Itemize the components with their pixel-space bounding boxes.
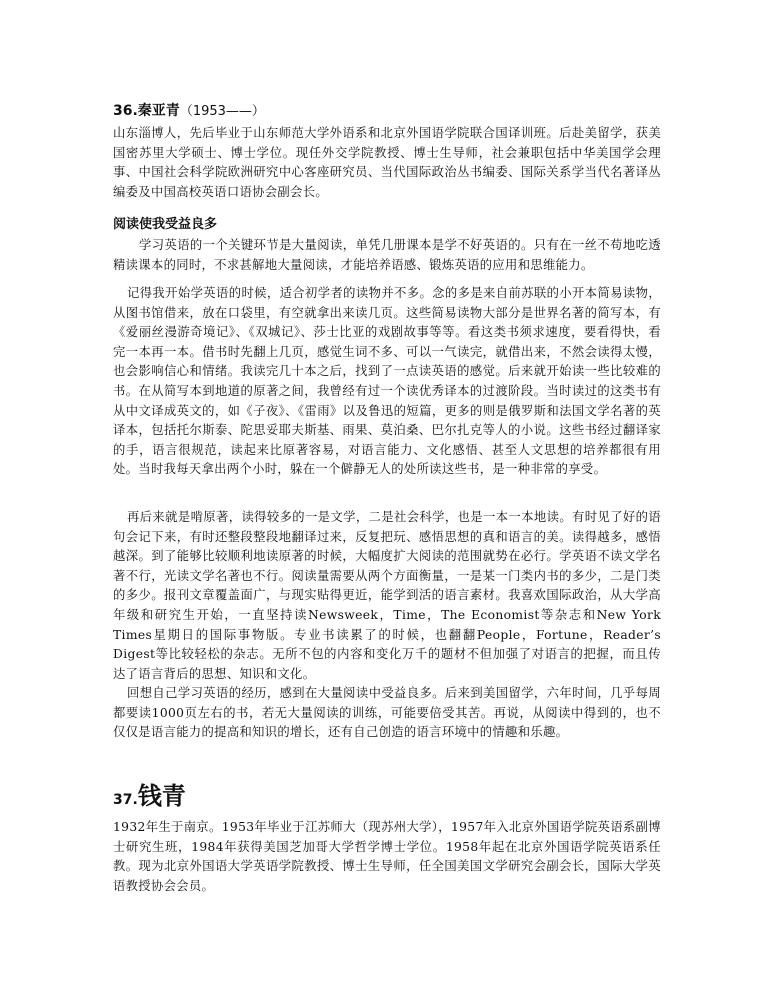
essay-paragraph-2: 记得我开始学英语的时候，适合初学者的读物并不多。念的多是来自前苏联的小开本简易读物，从图书馆借来，放在口袋里，有空就拿出来读几页。这些简易读物大部分是世界名著的简写本，有《爱丽丝漫游奇境记》、《双城记》、莎士比亚的戏剧故事等等。看这类书须求速度，要看得快，看完一本再一本。借书时先翻上几页，感觉生词不多、可以一气读完，就借出来，不然会读得太慢，也会影响信心和情绪。我读完几十本之后，找到了一点读英语的感觉。后来就开始读一些比较难的书。在从简写本到地道的原著之间，我曾经有过一个读优秀译本的过渡阶段。当时读过的这类书有从中文译成英文的，如《子夜》、《雷雨》以及鲁迅的短篇，更多的则是俄罗斯和法国文学名著的英译本，包括托尔斯泰、陀思妥耶夫斯基、雨果、莫泊桑、巴尔扎克等人的小说。这些书经过翻译家的手，语言很规范，读起来比原著容易，对语言能力、文化感悟、甚至人文思想的培养都很有用处。当时我每天拿出两个小时，躲在一个僻静无人的处所读这些书，是一种非常的享受。 — [113, 286, 661, 477]
entry-36-years: （1953——） — [179, 104, 265, 119]
entry-36-bio: 山东淄博人，先后毕业于山东师范大学外语系和北京外国语学院联合国译训班。后赴美留学，获美国密苏里大学硕士、博士学位。现任外交学院教授、博士生导师，社会兼职包括中华美国学会理事、中国社会科学院欧洲研究中心客座研究员、当代国际政治丛书编委、国际关系学当代名著译丛编委及中国高校英语口语协会副会长。 — [113, 126, 661, 199]
essay-paragraph-4: 回想自己学习英语的经历，感到在大量阅读中受益良多。后来到美国留学，六年时间，几乎每周都要读1000页左右的书，若无大量阅读的训练，可能要倍受其苦。再说，从阅读中得到的，也不仅仅是语言能力的提高和知识的增长，还有自己创造的语言环境中的情趣和乐趣。 — [113, 686, 661, 740]
essay-paragraph-1: 学习英语的一个关键环节是大量阅读，单凭几册课本是学不好英语的。只有在一丝不苟地吃透精读课本的同时，不求甚解地大量阅读，才能培养语感、锻炼英语的应用和思维能力。 — [113, 238, 661, 272]
entry-36-heading — [113, 100, 265, 120]
essay-title: 阅读使我受益良多 — [113, 217, 218, 232]
entry-36-number: 36.秦亚青 — [113, 103, 180, 119]
entry-37-bio: 1932年生于南京。1953年毕业于江苏师大（现苏州大学），1957年入北京外国语学院英语系副博士研究生班，1984年获得美国芝加哥大学哲学博士学位。1958年起在北京外国语学院英语系任教。现为北京外国语大学英语学院教授、博士生导师，任全国美国文学研究会副会长，国际大学英语教授协会会员。 — [113, 820, 661, 893]
entry-37-number: 37. — [113, 792, 138, 808]
entry-37-name: 钱青 — [137, 781, 186, 810]
entry-37-heading — [113, 776, 186, 811]
essay-paragraph-3: 再后来就是啃原著，读得较多的一是文学，二是社会科学，也是一本一本地读。有时见了好的语句会记下来，有时还整段整段地翻译过来，反复把玩、感悟思想的真和语言的美。读得越多，感悟越深。到了能够比较顺利地读原著的时候，大幅度扩大阅读的范围就势在必行。学英语不读文学名著不行，光读文学名著也不行。阅读量需要从两个方面衡量，一是某一门类内书的多少，二是门类的多少。报刊文章覆盖面广，与现实贴得更近，能学到活的语言素材。我喜欢国际政治，从大学高年级和研究生开始，一直坚持读Newsweek，Time，The Economist等杂志和New York Times星期日的国际事物版。专业书读累了的时候，也翻翻People，Fortune，Reader’s Digest等比较轻松的杂志。无所不包的内容和变化万千的题材不但加强了对语言的把握，而且传达了语言背后的思想、知识和文化。 — [113, 510, 661, 681]
